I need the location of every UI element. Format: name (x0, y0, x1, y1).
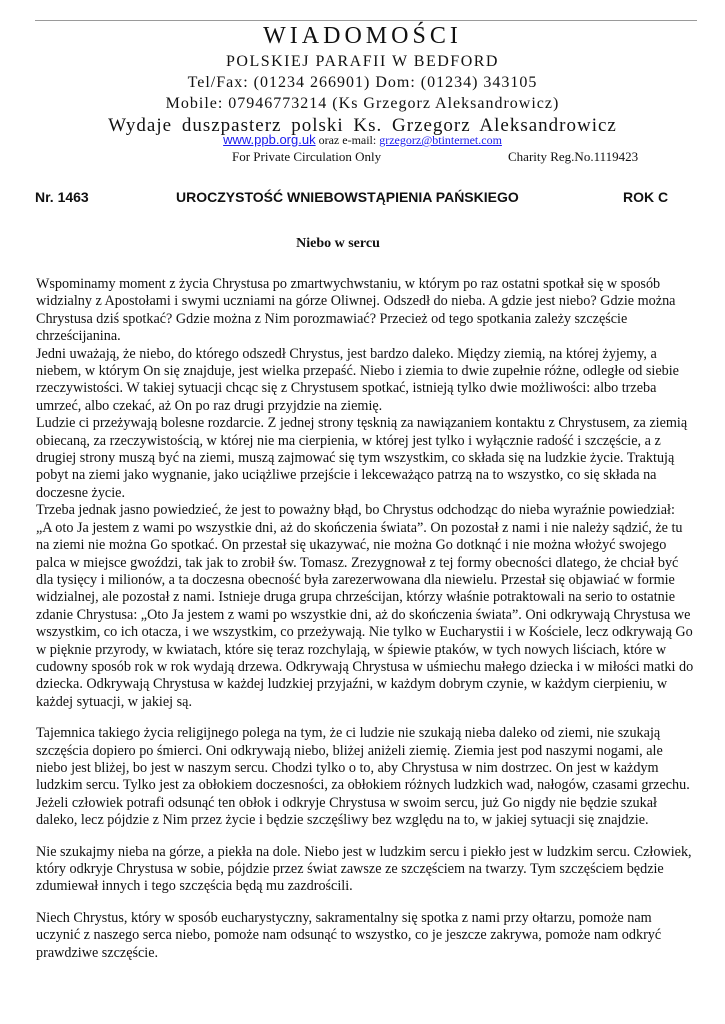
charity-number: Charity Reg.No.1119423 (508, 149, 639, 164)
contact-links (0, 132, 725, 148)
circulation-note: For Private Circulation Only (232, 149, 382, 164)
phone-line: Tel/Fax: (01234 266901) Dom: (01234) 343105 (187, 74, 538, 91)
paragraph: Wspominamy moment z życia Chrystusa po zmartwychwstaniu, w którym po raz ostatni spotkał się w sposób widzialny z Apostołami i swymi uczniami na górze Oliwnej. Odszedł do nieba. A gdzie jest niebo? Gdzie można Chrystusa dziś spotkać? Gdzie można z Nim porozmawiać? Przecież od tego spotkania zależy szczęście chrześcijanina. (36, 276, 676, 345)
parish-name: POLSKIEJ PARAFII W BEDFORD (226, 53, 499, 70)
article-body (36, 276, 694, 962)
paragraph: Tajemnica takiego życia religijnego polega na tym, że ci ludzie nie szukają nieba daleko od ziemi, nie szukają szczęścia dopiero po śmierci. Oni odkrywają niebo, bliżej aniżeli ziemię. Ziemia jest pod naszymi nogami, ale niebo jest bliżej, bo jest w naszym sercu. Chodzi tylko o to, aby Chrystusa w nim dostrzec. On jest w każdym ludzkim sercu. Tylko jest za obłokiem doczesności, za obłokiem różnych ludzkich wad, nałogów, czasami grzechu. Jeżeli człowiek potrafi odsunąć ten obłok i odkryje Chrystusa w swoim sercu, już Go nigdy nie będzie szukał daleko, lecz pójdzie z Nim przez życie i będzie szczęśliwy bez względu na to, w jakiej sytuacji się znajdzie. (36, 725, 690, 829)
paragraph: Niech Chrystus, który w sposób eucharystyczny, sakramentalny się spotka z nami przy ołtarzu, pomoże nam uczynić z naszego serca niebo, pomoże nam odsunąć to wszystko, co je jeszcze zakrywa, pomoże nam odkryć prawdziwe szczęście. (36, 909, 662, 961)
top-rule (35, 20, 697, 21)
newsletter-title: WIADOMOŚCI (263, 23, 462, 49)
feast-title: UROCZYSTOŚĆ WNIEBOWSTĄPIENIA PAŃSKIEGO (176, 189, 519, 205)
paragraph: Jedni uważają, że niebo, do którego odszedł Chrystus, jest bardzo daleko. Między ziemią, na której żyjemy, a niebem, w którym On się znajduje, jest wielka przepaść. Niebo i ziemia to dwie zupełnie różne, odległe od siebie rzeczywistości. W takiej sytuacji chcąc się z Chrystusem spotkać, istnieją tylko dwie możliwości: albo trzeba umrzeć, albo czekać, aż On po raz drugi przyjdzie na ziemię. (36, 345, 679, 414)
mobile-line: Mobile: 07946773214 (Ks Grzegorz Aleksandrowicz) (165, 95, 560, 112)
issue-number: Nr. 1463 (35, 189, 89, 205)
paragraph: Ludzie ci przeżywają bolesne rozdarcie. Z jednej strony tęsknią za nawiązaniem kontaktu z Chrystusem, za ziemią obiecaną, za rzeczywistością, w której nie ma cierpienia, w której jest tylko i wyłącznie radość i szczęście, a z drugiej strony muszą być na ziemi, muszą zajmować się tym wszystkim, co składa się na ludzkie życie. Traktują pobyt na ziemi jako wygnanie, jako uciążliwe przejście i lekceważąco patrzą na to wszystko, co się składa na doczesne życie. (36, 415, 688, 501)
email-link[interactable]: grzegorz@btinternet.com (379, 133, 502, 147)
paragraph: Trzeba jednak jasno powiedzieć, że jest to poważny błąd, bo Chrystus odchodząc do nieba wyraźnie powiedział: „A oto Ja jestem z wami po wszystkie dni, aż do skończenia świata”. On pozostał z nami i nie należy sądzić, że tu na ziemi nie można Go spotkać. On przestał się ukazywać, nie można Go dotknąć i nie można włożyć swojego palca w miejsce gwoździ, tak jak to zrobił św. Tomasz. Zrezygnował z tej formy obecności dlatego, że chciał być dla tysięcy i milionów, a ta doczesna obecność była zarezerwowana dla niewielu. Przestał się objawiać w formie widzialnej, ale pozostał z nami. Istnieje druga grupa chrześcijan, którzy właśnie potraktowali na serio to ostatnie zdanie Chrystusa: „Oto Ja jestem z wami po wszystkie dni, aż do skończenia świata”. Oni odkrywają Chrystusa we wszystkim, co ich otacza, i we wszystkim, co przeżywają. Nie tylko w Eucharystii i w Kościele, lecz odkrywają Go w pięknie przyrody, w kwiatach, które się teraz rozchylają, w śpiewie ptaków, w tych nowych liściach, które w cudowny sposób rok w rok wydają drzewa. Odkrywają Chrystusa w uśmiechu małego dziecka i w miłości matki do dziecka. Odkrywają Chrystusa w każdej ludzkiej przyjaźni, w każdym dobrym czynie, w każdym cierpieniu, w każdej sytuacji, w jakiej są. (36, 502, 694, 710)
publisher-line: Wydaje duszpasterz polski Ks. Grzegorz Aleksandrowicz (108, 115, 617, 136)
website-link[interactable]: www.ppb.org.uk (223, 132, 316, 147)
masthead (0, 22, 725, 138)
email-prefix: oraz e-mail: (318, 133, 377, 147)
paragraph: Nie szukajmy nieba na górze, a piekła na dole. Niebo jest w ludzkim sercu i piekło jest w ludzkim sercu. Człowiek, który odkryje Chrystusa w sobie, pójdzie przez świat zawsze ze szczęściem na twarzy. Tym szczęściem będzie zdumiewał innych i tego szczęścia będą mu zazdrościli. (36, 843, 692, 895)
article-title: Niebo w sercu (296, 236, 380, 251)
liturgical-year: ROK C (623, 189, 669, 205)
